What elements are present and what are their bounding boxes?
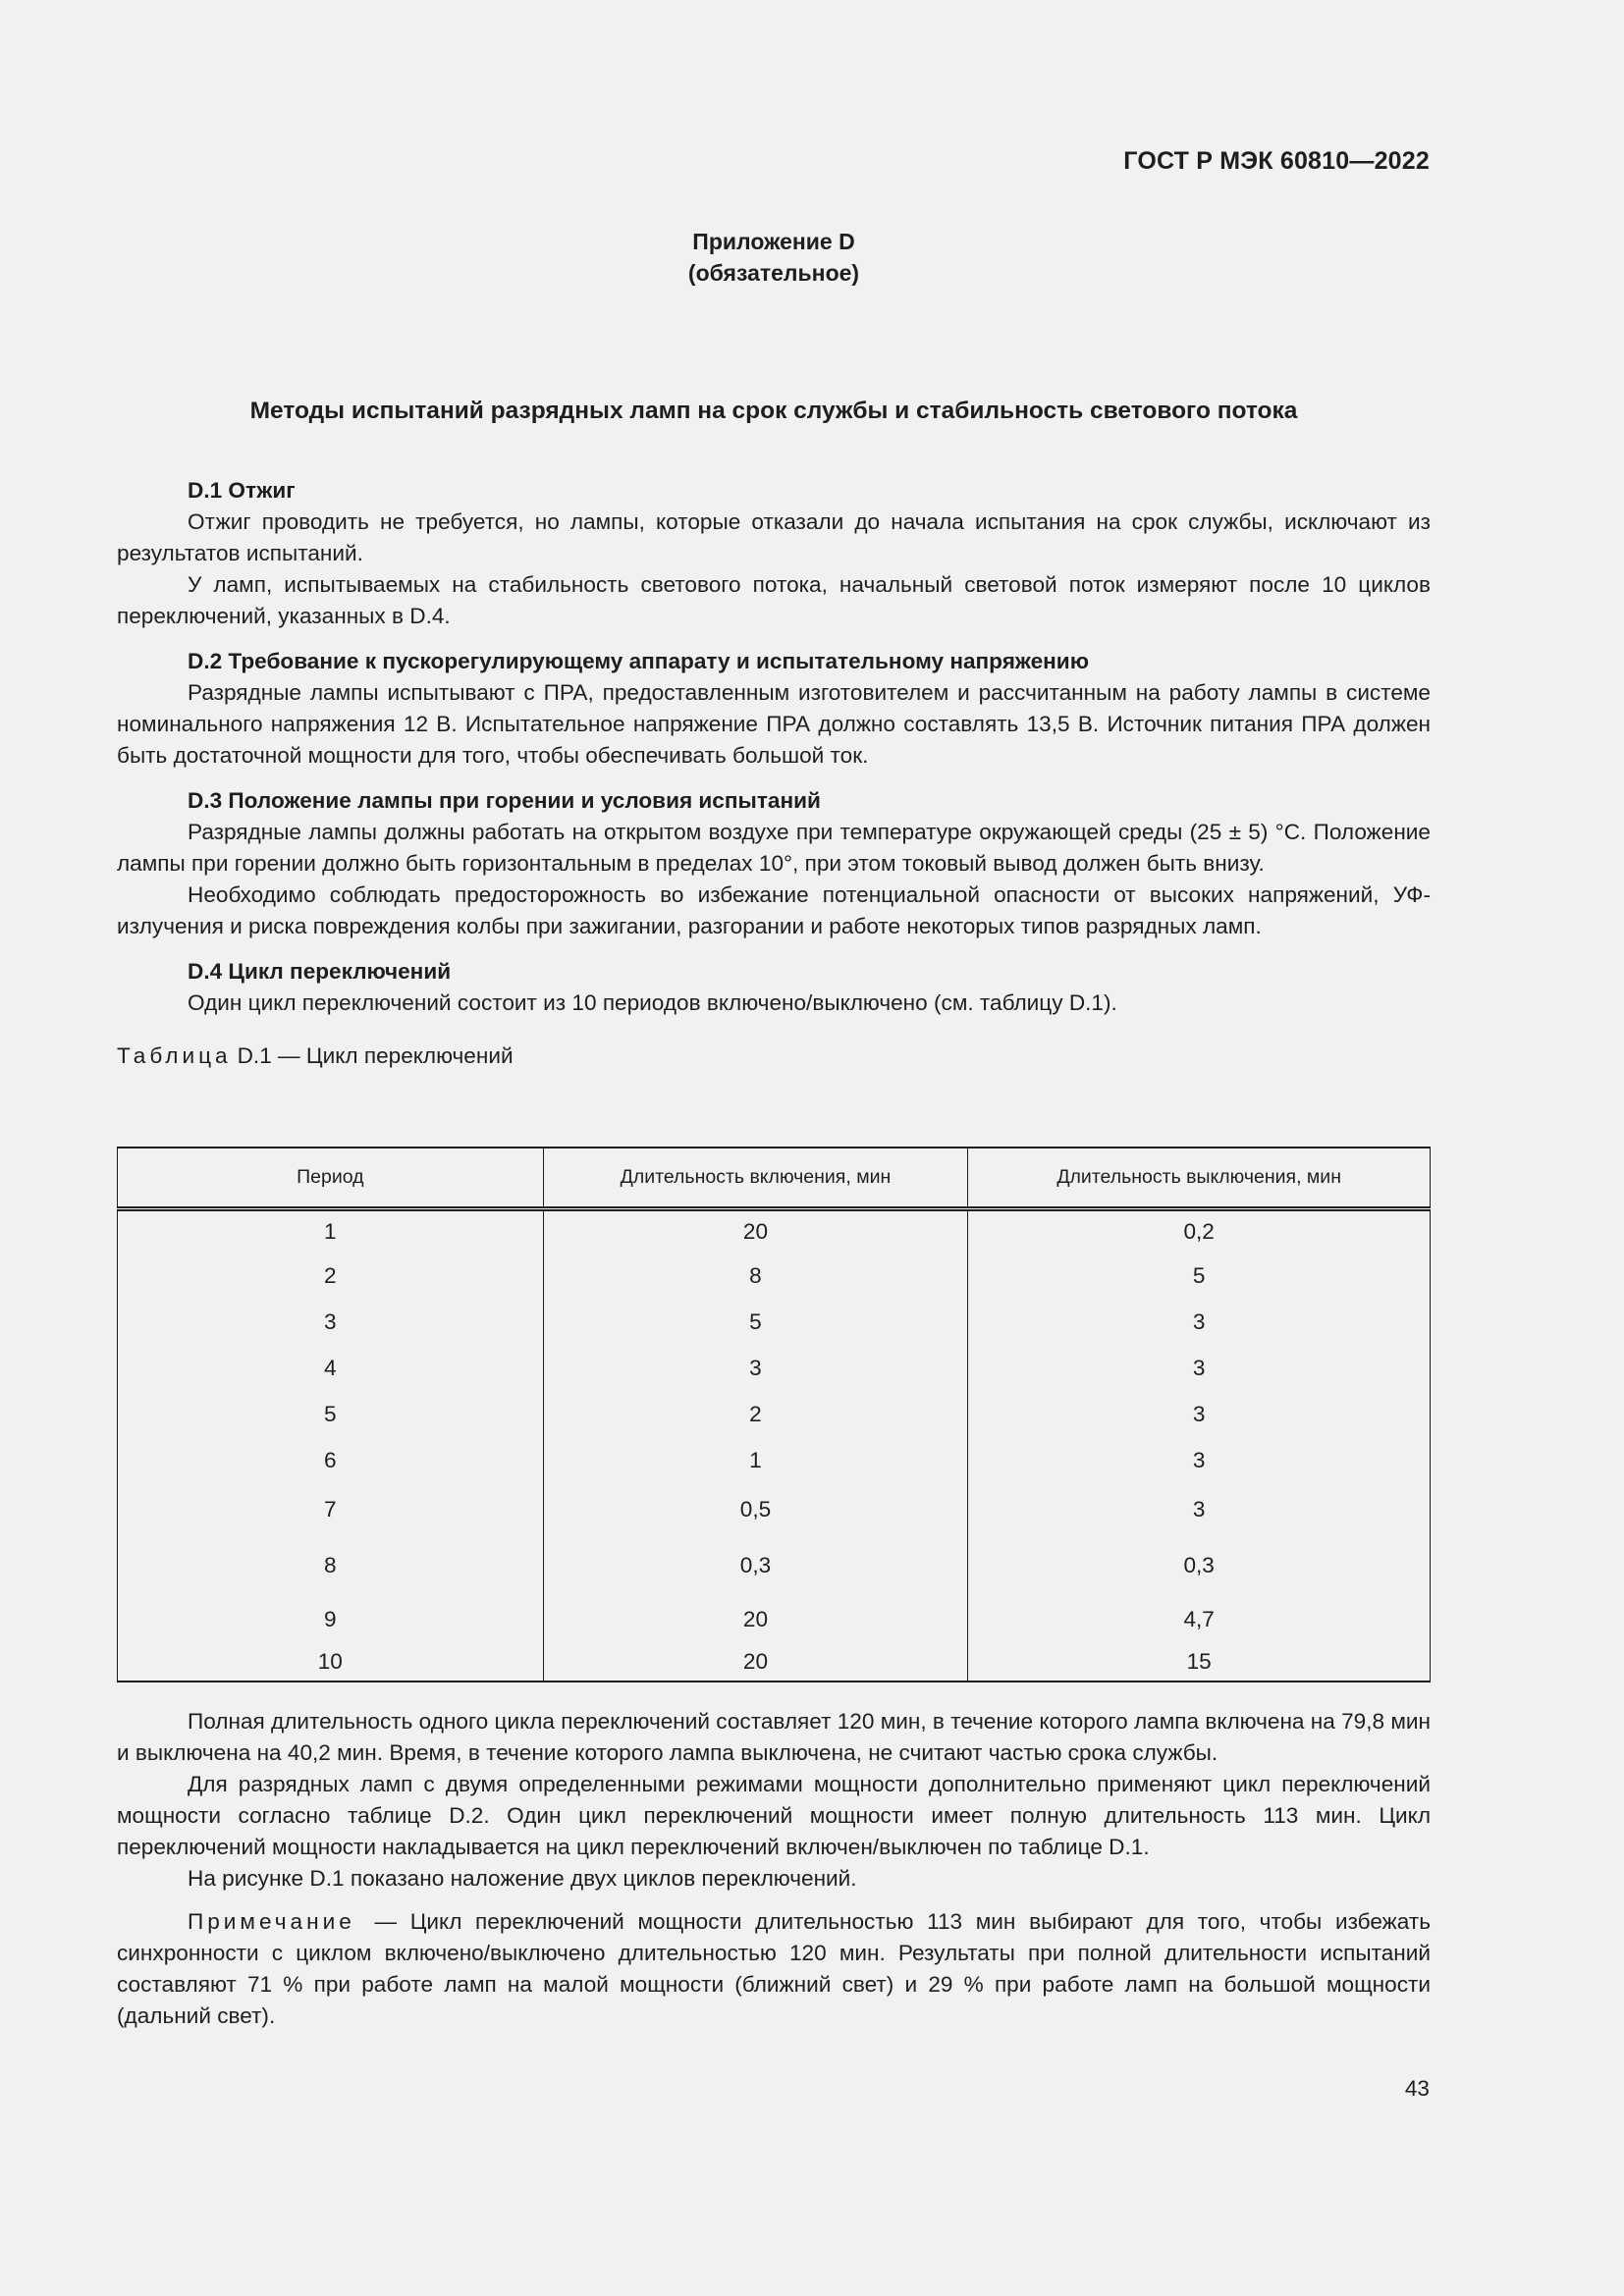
on-duration-cell: 8 — [543, 1254, 968, 1300]
period-cell: 6 — [118, 1438, 544, 1484]
off-duration-cell: 5 — [968, 1254, 1431, 1300]
section-d2-heading: D.2 Требование к пускорегулирующему аппарату и испытательному напряжению — [188, 649, 1089, 673]
paragraph: На рисунке D.1 показано наложение двух циклов переключений. — [188, 1866, 857, 1891]
annex-body — [117, 475, 1431, 1072]
note-text: — Цикл переключений мощности длительностью 113 мин выбирают для того, чтобы избежать синхронности с циклом включено/выключено длительностью 120 мин. Результаты при полной длительности испытаний составляют 71 % при работе ламп на малой мощности (ближний свет) и 29 % при работе ламп на большой мощности (дальний свет). — [117, 1909, 1431, 2028]
note — [117, 1906, 1431, 2032]
section-d3-paragraph: Необходимо соблюдать предосторожность во избежание потенциальной опасности от высоких напряжений, УФ-излучения и риска повреждения колбы при зажигании, разгорании и работе некоторых типов разрядных ламп. — [117, 882, 1431, 938]
post-table-text — [117, 1706, 1431, 2032]
table-caption — [117, 1041, 1431, 1072]
period-cell: 10 — [118, 1644, 544, 1682]
on-duration-cell: 20 — [543, 1209, 968, 1254]
table-row — [118, 1300, 1431, 1346]
annex-title: Методы испытаний разрядных ламп на срок службы и стабильность светового потока — [249, 398, 1298, 424]
off-duration-cell: 3 — [968, 1300, 1431, 1346]
table-caption-word: Таблица — [117, 1043, 232, 1068]
section-d2-paragraph: Разрядные лампы испытывают с ПРА, предоставленным изготовителем и рассчитанным на работу лампы в системе номинального напряжения 12 В. Испытательное напряжение ПРА должно составлять 13,5 В. Источник питания ПРА должен быть достаточной мощности для того, чтобы обеспечивать большой ток. — [117, 680, 1431, 768]
header-period: Период — [118, 1148, 544, 1209]
on-duration-cell: 0,3 — [543, 1536, 968, 1595]
section-d3-paragraph: Разрядные лампы должны работать на открытом воздухе при температуре окружающей среды (25 ± 5) °С. Положение лампы при горении должно быть горизонтальным в пределах 10°, при этом токовый вывод должен быть внизу. — [117, 820, 1431, 876]
table-header-row — [118, 1148, 1431, 1209]
standard-id: ГОСТ Р МЭК 60810—2022 — [1123, 147, 1430, 175]
off-duration-cell: 3 — [968, 1484, 1431, 1536]
period-cell: 1 — [118, 1209, 544, 1254]
paragraph: Полная длительность одного цикла переключений составляет 120 мин, в течение которого лампа включена на 79,8 мин и выключена на 40,2 мин. Время, в течение которого лампа выключена, не считают частью срока службы. — [117, 1709, 1431, 1765]
on-duration-cell: 5 — [543, 1300, 968, 1346]
off-duration-cell: 3 — [968, 1438, 1431, 1484]
table-caption-title: D.1 — Цикл переключений — [237, 1043, 514, 1068]
section-d1-paragraph: Отжиг проводить не требуется, но лампы, которые отказали до начала испытания на срок службы, исключают из результатов испытаний. — [117, 509, 1431, 565]
on-duration-cell: 0,5 — [543, 1484, 968, 1536]
table-row — [118, 1209, 1431, 1254]
section-d4-heading: D.4 Цикл переключений — [188, 959, 452, 984]
section-d1-heading: D.1 Отжиг — [188, 478, 296, 503]
header-off-duration: Длительность выключения, мин — [968, 1148, 1431, 1209]
table-row — [118, 1484, 1431, 1536]
switching-cycle-table — [117, 1147, 1431, 1682]
period-cell: 8 — [118, 1536, 544, 1595]
table-row — [118, 1392, 1431, 1438]
on-duration-cell: 2 — [543, 1392, 968, 1438]
section-d3-heading: D.3 Положение лампы при горении и условия испытаний — [188, 788, 821, 813]
table-row — [118, 1644, 1431, 1682]
off-duration-cell: 0,2 — [968, 1209, 1431, 1254]
off-duration-cell: 0,3 — [968, 1536, 1431, 1595]
period-cell: 4 — [118, 1346, 544, 1392]
on-duration-cell: 20 — [543, 1644, 968, 1682]
period-cell: 9 — [118, 1595, 544, 1644]
paragraph: Для разрядных ламп с двумя определенными режимами мощности дополнительно применяют цикл переключений мощности согласно таблице D.2. Один цикл переключений мощности имеет полную длительность 113 мин. Цикл переключений мощности накладывается на цикл переключений включен/выключен по таблице D.1. — [117, 1772, 1431, 1859]
off-duration-cell: 3 — [968, 1392, 1431, 1438]
annex-label: Приложение D — [692, 229, 855, 254]
off-duration-cell: 4,7 — [968, 1595, 1431, 1644]
annex-status: (обязательное) — [687, 260, 860, 286]
section-d4-paragraph: Один цикл переключений состоит из 10 периодов включено/выключено (см. таблицу D.1). — [188, 990, 1117, 1015]
table-row — [118, 1438, 1431, 1484]
period-cell: 2 — [118, 1254, 544, 1300]
page-number: 43 — [1404, 2076, 1430, 2101]
off-duration-cell: 3 — [968, 1346, 1431, 1392]
section-d1-paragraph: У ламп, испытываемых на стабильность светового потока, начальный световой поток измеряют после 10 циклов переключений, указанных в D.4. — [117, 572, 1431, 628]
on-duration-cell: 1 — [543, 1438, 968, 1484]
period-cell: 5 — [118, 1392, 544, 1438]
header-on-duration: Длительность включения, мин — [543, 1148, 968, 1209]
on-duration-cell: 20 — [543, 1595, 968, 1644]
off-duration-cell: 15 — [968, 1644, 1431, 1682]
table-row — [118, 1346, 1431, 1392]
table-row — [118, 1595, 1431, 1644]
period-cell: 7 — [118, 1484, 544, 1536]
note-label: Примечание — [188, 1909, 355, 1934]
table-row — [118, 1536, 1431, 1595]
annex-heading — [0, 226, 1547, 289]
period-cell: 3 — [118, 1300, 544, 1346]
table-row — [118, 1254, 1431, 1300]
on-duration-cell: 3 — [543, 1346, 968, 1392]
